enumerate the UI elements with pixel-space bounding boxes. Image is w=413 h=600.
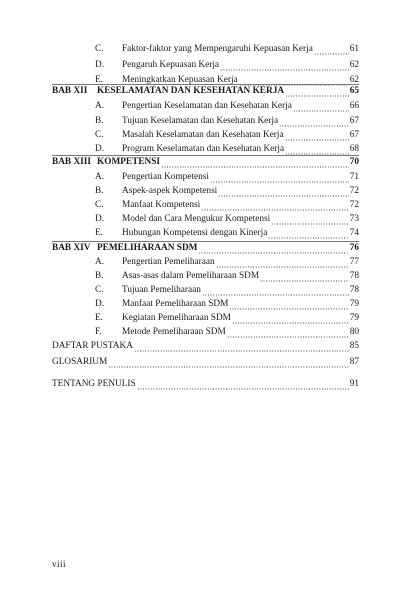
toc-entry-title: Pengertian Keselamatan dan Kesehatan Kerja (122, 101, 292, 111)
toc-entry-title: Pengertian Pemeliharaan (122, 257, 215, 267)
dot-leader (285, 87, 349, 97)
dot-leader (202, 286, 349, 296)
toc-chapter-row (52, 243, 359, 254)
toc-sub-row (95, 101, 359, 112)
toc-entry-page: 79 (349, 299, 359, 309)
toc-entry-title: Meningkatkan Kepuasan Kerja (122, 75, 238, 85)
toc-entry-number: B. (95, 271, 104, 281)
toc-entry-page: 79 (349, 313, 359, 323)
toc-entry-page: 91 (349, 379, 359, 389)
toc-entry-number: E. (95, 228, 104, 238)
toc-entry-title: Kegiatan Pemeliharaan SDM (122, 313, 231, 323)
dot-leader (201, 201, 348, 211)
toc-entry-page: 62 (349, 60, 359, 70)
toc-entry-number: A. (95, 101, 105, 111)
toc-entry-number: E. (95, 75, 104, 85)
toc-entry-page: 65 (349, 86, 359, 96)
toc-top-row (52, 379, 359, 390)
toc-entry-number: BAB XII (52, 86, 88, 96)
toc-sub-row (95, 271, 359, 282)
toc-entry-page: 68 (349, 144, 359, 154)
toc-entry-number: C. (95, 200, 104, 210)
toc-entry-title: Program Keselamatan dan Kesehatan Kerja (122, 144, 285, 154)
toc-entry-page: 72 (349, 200, 359, 210)
toc-entry-page: 74 (349, 228, 359, 238)
toc-entry-number: BAB XIV (52, 243, 91, 253)
page-number: viii (52, 559, 67, 569)
toc-entry-title: Tujuan Pemeliharaan (122, 285, 201, 295)
dot-leader (260, 272, 349, 282)
toc-entry-title: Manfaat Pemeliharaan SDM (122, 299, 229, 309)
toc-entry-title: Metode Pemeliharaan SDM (122, 327, 226, 337)
dot-leader (216, 258, 349, 268)
dot-leader (227, 328, 349, 338)
toc-entry-number: D. (95, 214, 105, 224)
toc-entry-number: F. (95, 327, 102, 337)
toc-sub-row (95, 144, 359, 155)
toc-sub-row (95, 228, 359, 239)
toc-sub-row (95, 130, 359, 141)
toc-top-row (52, 357, 359, 368)
dot-leader (271, 215, 349, 225)
toc-sub-row (95, 44, 359, 55)
dot-leader (161, 158, 349, 168)
toc-entry-number: A. (95, 257, 105, 267)
toc-entry-page: 72 (349, 186, 359, 196)
toc-sub-row (95, 172, 359, 183)
toc-entry-number: C. (95, 44, 104, 54)
toc-entry-page: 87 (349, 357, 359, 367)
dot-leader (220, 61, 349, 71)
toc-sub-row (95, 214, 359, 225)
toc-chapter-row (52, 157, 359, 168)
toc-entry-page: 70 (349, 157, 359, 167)
toc-entry-title: Aspek-aspek Kompetensi (122, 186, 218, 196)
toc-entry-title: PEMELIHARAAN SDM (97, 243, 198, 253)
toc-entry-title: Faktor-faktor yang Mempengaruhi Kepuasan Kerja (122, 44, 313, 54)
toc-entry-page: 76 (349, 243, 359, 253)
toc-entry-number: C. (95, 285, 104, 295)
toc-entry-page: 73 (349, 214, 359, 224)
section-divider (52, 155, 359, 156)
toc-entry-page: 67 (349, 130, 359, 140)
toc-entry-page: 71 (349, 172, 359, 182)
dot-leader (229, 300, 348, 310)
section-divider (52, 84, 359, 85)
toc-top-row (52, 341, 359, 352)
toc-entry-page: 67 (349, 116, 359, 126)
toc-sub-row (95, 327, 359, 338)
toc-sub-row (95, 116, 359, 127)
dot-leader (279, 117, 349, 127)
toc-sub-row (95, 285, 359, 296)
dot-leader (232, 314, 349, 324)
toc-sub-row (95, 200, 359, 211)
toc-entry-title: TENTANG PENULIS (52, 379, 136, 389)
dot-leader (285, 145, 349, 155)
section-divider (52, 241, 359, 242)
toc-sub-row (95, 257, 359, 268)
toc-entry-title: KOMPETENSI (97, 157, 161, 167)
toc-entry-title: Tujuan Keselamatan dan Kesehatan Kerja (122, 116, 279, 126)
toc-entry-title: KESELAMATAN DAN KESEHATAN KERJA (97, 86, 285, 96)
dot-leader (134, 342, 349, 352)
toc-sub-row (95, 299, 359, 310)
toc-entry-title: Masalah Keselamatan dan Kesehatan Kerja (122, 130, 284, 140)
toc-entry-number: B. (95, 116, 104, 126)
toc-entry-title: GLOSARIUM (52, 357, 108, 367)
toc-entry-title: Asas-asas dalam Pemeliharaan SDM (122, 271, 260, 281)
toc-entry-number: E. (95, 313, 104, 323)
toc-entry-number: D. (95, 144, 105, 154)
toc-entry-number: D. (95, 299, 105, 309)
toc-chapter-row (52, 86, 359, 97)
toc-entry-title: Manfaat Kompetensi (122, 200, 201, 210)
dot-leader (210, 173, 349, 183)
toc-entry-title: Pengertian Kompetensi (122, 172, 210, 182)
toc-entry-number: A. (95, 172, 105, 182)
toc-sub-row (95, 186, 359, 197)
dot-leader (218, 187, 348, 197)
toc-entry-page: 61 (349, 44, 359, 54)
toc-entry-title: Hubungan Kompetensi dengan Kinerja (122, 228, 268, 238)
dot-leader (137, 380, 349, 390)
dot-leader (293, 102, 349, 112)
toc-entry-number: D. (95, 60, 105, 70)
toc-sub-row (95, 313, 359, 324)
toc-entry-page: 78 (349, 271, 359, 281)
toc-entry-number: B. (95, 186, 104, 196)
toc-entry-title: Pengaruh Kepuasan Kerja (122, 60, 220, 70)
toc-entry-page: 78 (349, 285, 359, 295)
toc-entry-page: 66 (349, 101, 359, 111)
toc-sub-row (95, 60, 359, 71)
dot-leader (268, 229, 348, 239)
toc-entry-number: C. (95, 130, 104, 140)
dot-leader (108, 358, 348, 368)
toc-entry-page: 77 (349, 257, 359, 267)
toc-entry-page: 62 (349, 75, 359, 85)
toc-entry-title: DAFTAR PUSTAKA (52, 341, 133, 351)
toc-entry-page: 80 (349, 327, 359, 337)
dot-leader (314, 45, 349, 55)
dot-leader (285, 131, 349, 141)
toc-entry-page: 85 (349, 341, 359, 351)
dot-leader (198, 244, 348, 254)
toc-entry-title: Model dan Cara Mengukur Kompetensi (122, 214, 271, 224)
toc-entry-number: BAB XIII (52, 157, 92, 167)
